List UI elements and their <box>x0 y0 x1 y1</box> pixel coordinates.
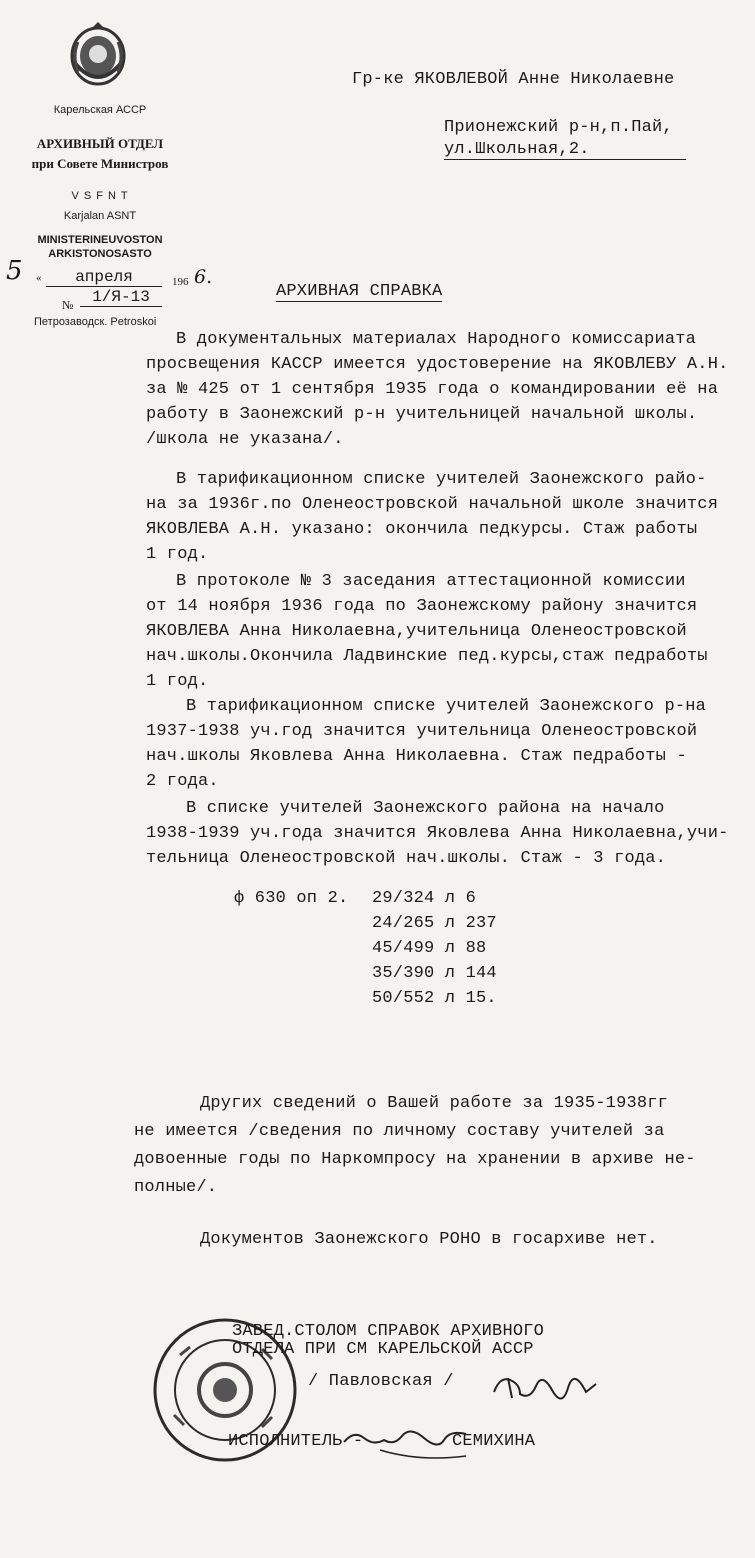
closing-line: Документов Заонежского РОНО в госархиве нет. <box>200 1230 658 1249</box>
number-value: 1/Я-13 <box>80 288 162 307</box>
executor-label: ИСПОЛНИТЕЛЬ - <box>228 1432 364 1451</box>
body-line: В тарификационном списке учителей Заонежского райо- <box>176 470 707 489</box>
letterhead-fin-region: Karjalan ASNT <box>63 210 137 222</box>
city: Петрозаводск. Petroskoi <box>34 316 157 328</box>
body-line: работу в Заонежский р-н учительницей начальной школы. <box>146 405 698 424</box>
body-line: 1 год. <box>146 545 209 564</box>
closing-line: Других сведений о Вашей работе за 1935-1938гг <box>200 1094 669 1113</box>
body-line: ЯКОВЛЕВА Анна Николаевна,учительница Оленеостровской <box>146 622 687 641</box>
reference-item: 29/324 л 6 <box>372 889 477 908</box>
document-title: АРХИВНАЯ СПРАВКА <box>276 282 443 301</box>
date-year-prefix: 196 <box>172 276 189 288</box>
body-line: 1938-1939 уч.года значится Яковлева Анна Николаевна,учи- <box>146 824 729 843</box>
body-line: В протоколе № 3 заседания аттестационной комиссии <box>176 572 686 591</box>
body-line: просвещения КАССР имеется удостоверение на ЯКОВЛЕВУ А.Н. <box>146 355 729 374</box>
letterhead-fin-dept2: ARKISTONOSASTO <box>48 248 152 260</box>
date-day: 5 <box>6 256 23 286</box>
body-line: /школа не указана/. <box>146 430 344 449</box>
letterhead-region: Карельская АССР <box>53 104 147 116</box>
coat-of-arms-icon <box>66 22 130 98</box>
number-label: № <box>62 298 74 312</box>
closing-line: довоенные годы по Наркомпросу на хранении в архиве не- <box>134 1150 696 1169</box>
letterhead-fin-dept1: MINISTERINEUVOSTON <box>37 234 163 246</box>
addressee-address-line2: ул.Школьная,2. <box>444 140 686 160</box>
body-line: от 14 ноября 1936 года по Заонежскому району значится <box>146 597 698 616</box>
body-line: 1 год. <box>146 672 209 691</box>
body-line: ЯКОВЛЕВА А.Н. указано: окончила педкурсы. Стаж работы <box>146 520 698 539</box>
executor-name: СЕМИХИНА <box>452 1432 536 1451</box>
date-year-suffix: 6. <box>194 266 213 288</box>
body-line: 2 года. <box>146 772 219 791</box>
body-line: тельница Оленеостровской нач.школы. Стаж - 3 года. <box>146 849 667 868</box>
date-separator: « <box>36 272 42 284</box>
signature-name: / Павловская / <box>308 1372 454 1391</box>
handwritten-signature-icon <box>490 1370 600 1406</box>
signature-title-line2: ОТДЕЛА ПРИ СМ КАРЕЛЬСКОЙ АССР <box>232 1340 534 1359</box>
body-line: нач.школы.Окончила Ладвинские пед.курсы,стаж педработы <box>146 647 708 666</box>
body-line: нач.школы Яковлева Анна Николаевна. Стаж педработы - <box>146 747 687 766</box>
date-month: апреля <box>46 268 162 287</box>
addressee-name: Гр-ке ЯКОВЛЕВОЙ Анне Николаевне <box>352 70 675 89</box>
addressee-address-line1: Прионежский р-н,п.Пай, <box>444 118 673 137</box>
letterhead-fin-abbr: V S F N T <box>71 190 129 202</box>
letterhead-dept-line1: АРХИВНЫЙ ОТДЕЛ <box>36 136 164 151</box>
closing-line: полные/. <box>134 1178 218 1197</box>
closing-line: не имеется /сведения по личному составу учителей за <box>134 1122 665 1141</box>
body-line: В списке учителей Заонежского района на начало <box>186 799 665 818</box>
body-line: В документальных материалах Народного комиссариата <box>176 330 697 349</box>
body-line: В тарификационном списке учителей Заонежского р-на <box>186 697 707 716</box>
references-prefix: ф 630 оп 2. <box>234 889 349 908</box>
letterhead-dept-line2: при Совете Министров <box>31 156 169 171</box>
reference-item: 45/499 л 88 <box>372 939 487 958</box>
reference-item: 24/265 л 237 <box>372 914 497 933</box>
reference-item: 35/390 л 144 <box>372 964 497 983</box>
body-line: на за 1936г.по Оленеостровской начальной школе значится <box>146 495 719 514</box>
body-line: 1937-1938 уч.год значится учительница Оленеостровской <box>146 722 698 741</box>
signature-title-line1: ЗАВЕД.СТОЛОМ СПРАВОК АРХИВНОГО <box>232 1322 545 1341</box>
reference-item: 50/552 л 15. <box>372 989 497 1008</box>
body-line: за № 425 от 1 сентября 1935 года о командировании её на <box>146 380 719 399</box>
